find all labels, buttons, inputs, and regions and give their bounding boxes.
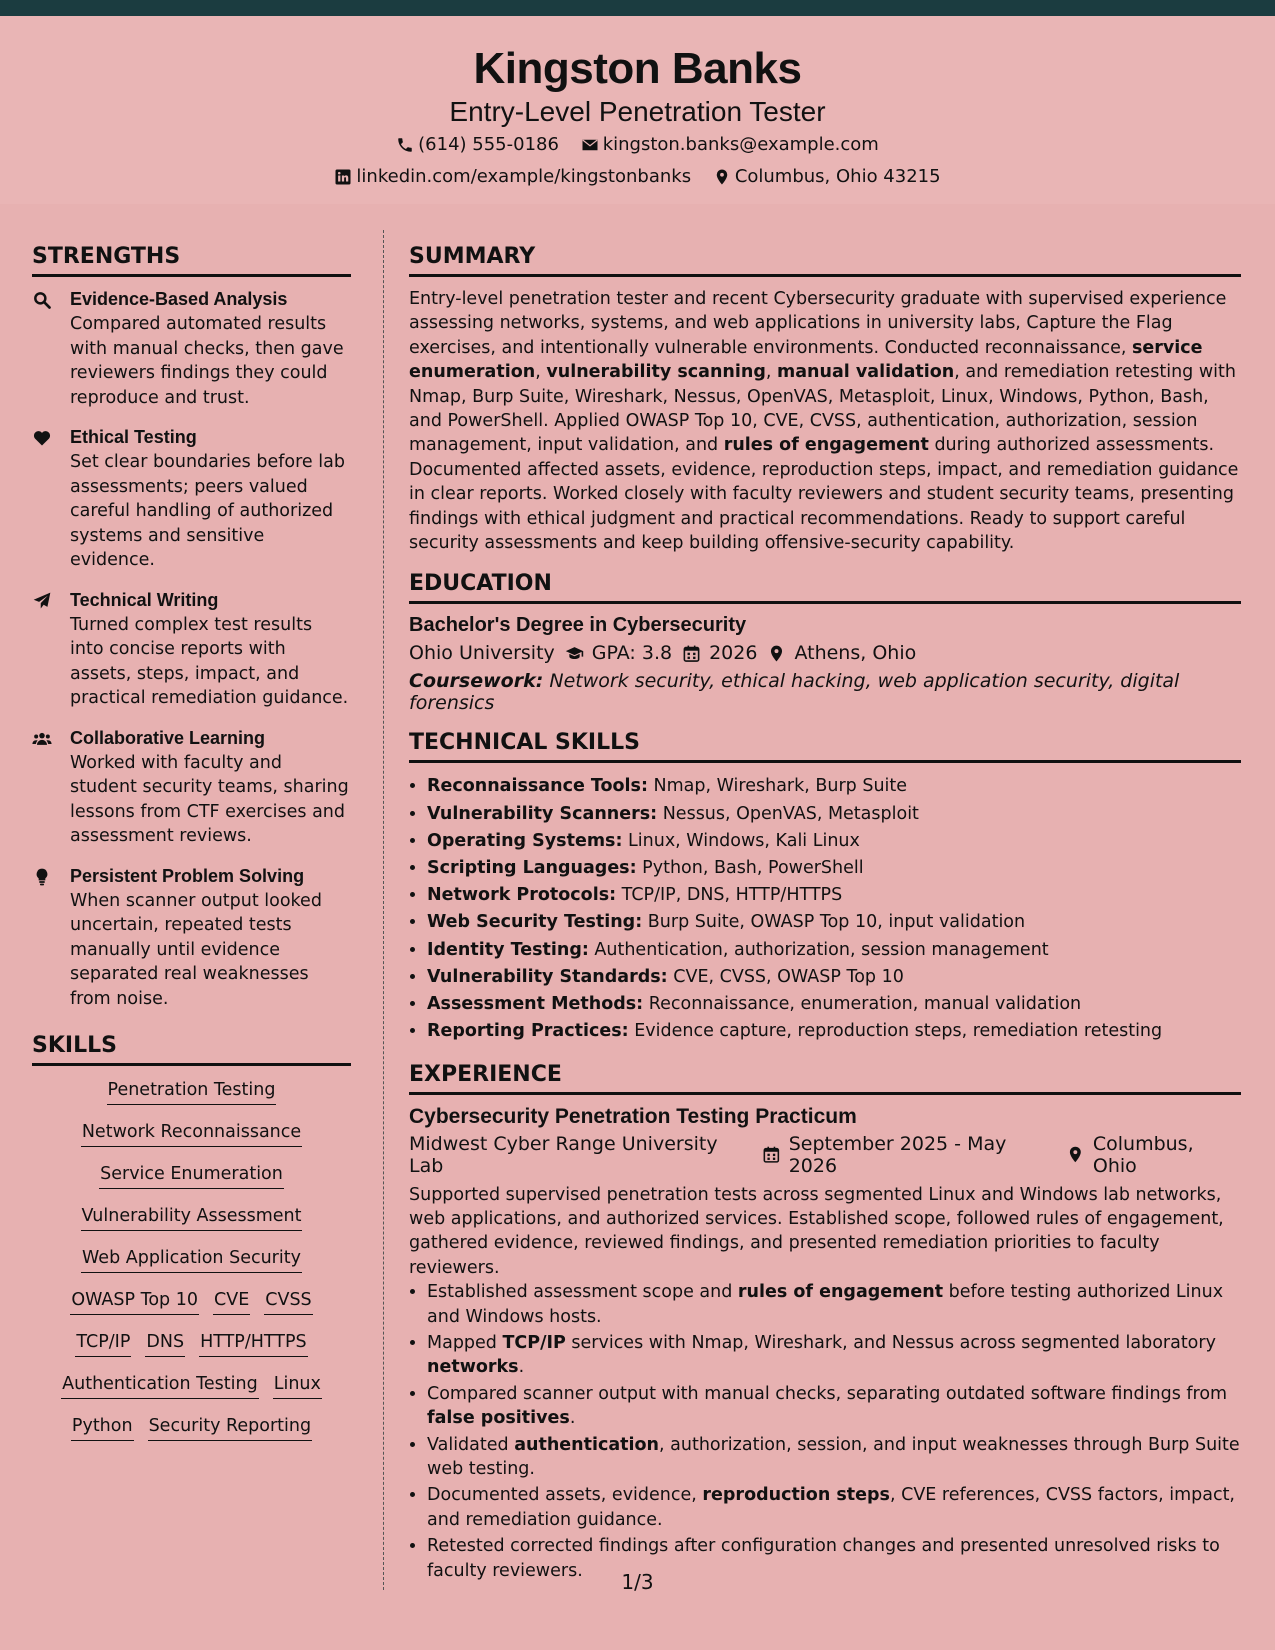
skill-row: [32, 1164, 351, 1189]
strength-item: [32, 726, 351, 849]
technical-skill-item: • Reconnaissance Tools: Nmap, Wireshark, Burp Suite: [427, 773, 1241, 800]
technical-skill-item: • Scripting Languages: Python, Bash, PowerShell: [427, 855, 1241, 882]
skill-row: [32, 1206, 351, 1231]
coursework-label: Coursework:: [409, 670, 544, 693]
top-accent-bar: [0, 0, 1275, 16]
location-contact: [713, 166, 941, 187]
technical-skill-item: • Vulnerability Standards: CVE, CVSS, OWASP Top 10: [427, 964, 1241, 991]
skill-tag: Penetration Testing: [107, 1080, 277, 1105]
strengths-list: [32, 287, 351, 1011]
experience-bullet: • Established assessment scope and rules of engagement before testing authorized Linux and Windows hosts.: [427, 1280, 1241, 1329]
experience-bullet: • Compared scanner output with manual checks, separating outdated software findings from false positives.: [427, 1382, 1241, 1431]
skill-tag: Web Application Security: [81, 1248, 302, 1273]
experience-bullet: • Retested corrected findings after configuration changes and presented unresolved risks to faculty reviewers.: [427, 1534, 1241, 1583]
right-column: [409, 244, 1241, 1585]
school-name: Ohio University: [409, 642, 555, 665]
experience-bullet: • Validated authentication, authorization, session, and input weaknesses through Burp Suite web testing.: [427, 1433, 1241, 1482]
skill-tag: HTTP/HTTPS: [199, 1332, 308, 1357]
phone-icon: [396, 136, 414, 154]
technical-skill-item: • Network Protocols: TCP/IP, DNS, HTTP/HTTPS: [427, 882, 1241, 909]
heart-icon: [32, 425, 70, 573]
strength-item: [32, 425, 351, 573]
skill-tag: Linux: [273, 1374, 322, 1399]
strength-item: [32, 864, 351, 1012]
skills-tags: [32, 1076, 351, 1441]
degree-title: Bachelor's Degree in Cybersecurity: [409, 614, 747, 637]
coursework: [409, 670, 1241, 714]
strength-title: Persistent Problem Solving: [70, 865, 305, 886]
strength-description: Worked with faculty and student security teams, sharing lessons from CTF exercises and assessment reviews.: [70, 752, 349, 846]
candidate-name: Kingston Banks: [473, 44, 802, 93]
linkedin-icon: [334, 168, 352, 186]
skill-tag: Network Reconnaissance: [81, 1122, 302, 1147]
technical-skill-item: • Vulnerability Scanners: Nessus, OpenVAS, Metasploit: [427, 801, 1241, 828]
email-text[interactable]: kingston.banks@example.com: [602, 134, 879, 155]
skill-tag: DNS: [145, 1332, 185, 1357]
technical-skill-item: • Identity Testing: Authentication, authorization, session management: [427, 937, 1241, 964]
skill-tag: OWASP Top 10: [70, 1290, 199, 1315]
skill-tag: TCP/IP: [75, 1332, 131, 1357]
job-title: Cybersecurity Penetration Testing Practicum: [409, 1104, 857, 1128]
map-pin-icon: [1066, 1145, 1085, 1164]
skill-tag: Vulnerability Assessment: [81, 1206, 303, 1231]
phone-contact: [396, 134, 559, 155]
lightbulb-icon: [32, 864, 70, 1012]
graduation-cap-icon: [565, 644, 584, 663]
school-location: Athens, Ohio: [794, 642, 917, 665]
email-contact[interactable]: [581, 134, 879, 155]
education-heading: EDUCATION: [409, 571, 1241, 604]
search-icon: [32, 287, 70, 410]
job-description: Supported supervised penetration tests across segmented Linux and Windows lab networks, web applications, and authorized services. Established scope, followed rules of engagement, gathered evidence, reviewed findings, and presented remediation priorities to faculty reviewers.: [409, 1184, 1224, 1278]
users-icon: [32, 726, 70, 849]
column-divider: [383, 230, 384, 1590]
map-pin-icon: [767, 644, 786, 663]
strength-title: Collaborative Learning: [70, 727, 266, 748]
experience-heading: EXPERIENCE: [409, 1062, 1241, 1095]
skill-row: [32, 1374, 351, 1399]
linkedin-contact[interactable]: [334, 166, 691, 187]
strength-title: Technical Writing: [70, 589, 219, 610]
strength-item: [32, 287, 351, 410]
skill-row: [32, 1122, 351, 1147]
skill-row: [32, 1332, 351, 1357]
job-dates: September 2025 - May 2026: [788, 1132, 1007, 1177]
education-meta: [409, 642, 1241, 664]
skill-tag: Python: [71, 1416, 134, 1441]
summary-heading: SUMMARY: [409, 244, 1241, 277]
skill-tag: Security Reporting: [148, 1416, 313, 1441]
left-column: [32, 244, 351, 1458]
skill-row: [32, 1290, 351, 1315]
skill-row: [32, 1248, 351, 1273]
graduation-year: 2026: [709, 642, 758, 665]
experience-bullet: • Mapped TCP/IP services with Nmap, Wireshark, and Nessus across segmented laboratory networks.: [427, 1331, 1241, 1380]
technical-skill-item: • Operating Systems: Linux, Windows, Kali Linux: [427, 828, 1241, 855]
strength-description: Compared automated results with manual checks, then gave reviewers findings they could reproduce and trust.: [70, 314, 344, 408]
resume-header: [0, 16, 1275, 204]
map-pin-icon: [713, 168, 731, 186]
strengths-heading: STRENGTHS: [32, 244, 351, 277]
technical-skill-item: • Reporting Practices: Evidence capture, reproduction steps, remediation retesting: [427, 1018, 1241, 1045]
technical-skills-list: [409, 773, 1241, 1045]
summary-text: Entry-level penetration tester and recent Cybersecurity graduate with supervised experience assessing networks, systems, and web applications in university labs, Capture the Flag exercises, and intentionally vulnerable environments. Conducted reconnaissance, service enumeration, vulnerability scanning, manual validation, and remediation retesting with Nmap, Burp Suite, Wireshark, Nessus, OpenVAS, Metasploit, Linux, Windows, Python, Bash, and PowerShell. Applied OWASP Top 10, CVE, CVSS, authentication, authorization, session management, input validation, and rules of engagement during authorized assessments. Documented affected assets, evidence, reproduction steps, impact, and remediation guidance in clear reports. Worked closely with faculty reviewers and student security teams, presenting findings with ethical judgment and practical recommendations. Ready to support careful security assessments and keep building offensive-security capability.: [409, 289, 1239, 554]
contact-row-1: [0, 134, 1275, 159]
paper-plane-icon: [32, 588, 70, 711]
gpa-text: GPA: 3.8: [591, 642, 673, 665]
skills-heading: SKILLS: [32, 1033, 351, 1066]
strength-description: Set clear boundaries before lab assessments; peers valued careful handling of authorized systems and sensitive evidence.: [70, 452, 345, 570]
experience-bullets: [409, 1280, 1241, 1583]
envelope-icon: [581, 136, 599, 154]
job-location: Columbus, Ohio: [1092, 1132, 1194, 1177]
technical-skills-heading: TECHNICAL SKILLS: [409, 730, 1241, 763]
strength-item: [32, 588, 351, 711]
skill-tag: Service Enumeration: [99, 1164, 284, 1189]
strength-description: When scanner output looked uncertain, repeated tests manually until evidence separated real weaknesses from noise.: [70, 890, 322, 1009]
linkedin-text[interactable]: linkedin.com/example/kingstonbanks: [356, 166, 692, 187]
skill-row: [32, 1080, 351, 1105]
calendar-icon: [762, 1145, 781, 1164]
phone-text: (614) 555-0186: [418, 134, 559, 155]
coursework-text: Network security, ethical hacking, web application security, digital forensics: [409, 670, 1180, 715]
skill-row: [32, 1416, 351, 1441]
calendar-icon: [682, 644, 701, 663]
location-text: Columbus, Ohio 43215: [734, 166, 941, 187]
technical-skill-item: • Assessment Methods: Reconnaissance, enumeration, manual validation: [427, 991, 1241, 1018]
technical-skill-item: • Web Security Testing: Burp Suite, OWASP Top 10, input validation: [427, 909, 1241, 936]
job-org: Midwest Cyber Range University Lab: [409, 1132, 718, 1177]
strength-title: Evidence-Based Analysis: [70, 289, 288, 309]
job-meta: [409, 1133, 1241, 1177]
contact-row-2: [0, 166, 1275, 191]
strength-description: Turned complex test results into concise reports with assets, steps, impact, and practical remediation guidance.: [70, 614, 349, 708]
candidate-title: Entry-Level Penetration Tester: [449, 96, 826, 127]
skill-tag: CVSS: [264, 1290, 312, 1315]
page-number: 1/3: [621, 1570, 654, 1594]
skill-tag: Authentication Testing: [61, 1374, 259, 1399]
skill-tag: CVE: [213, 1290, 250, 1315]
experience-bullet: • Documented assets, evidence, reproduction steps, CVE references, CVSS factors, impact, and remediation guidance.: [427, 1483, 1241, 1532]
strength-title: Ethical Testing: [70, 427, 197, 447]
